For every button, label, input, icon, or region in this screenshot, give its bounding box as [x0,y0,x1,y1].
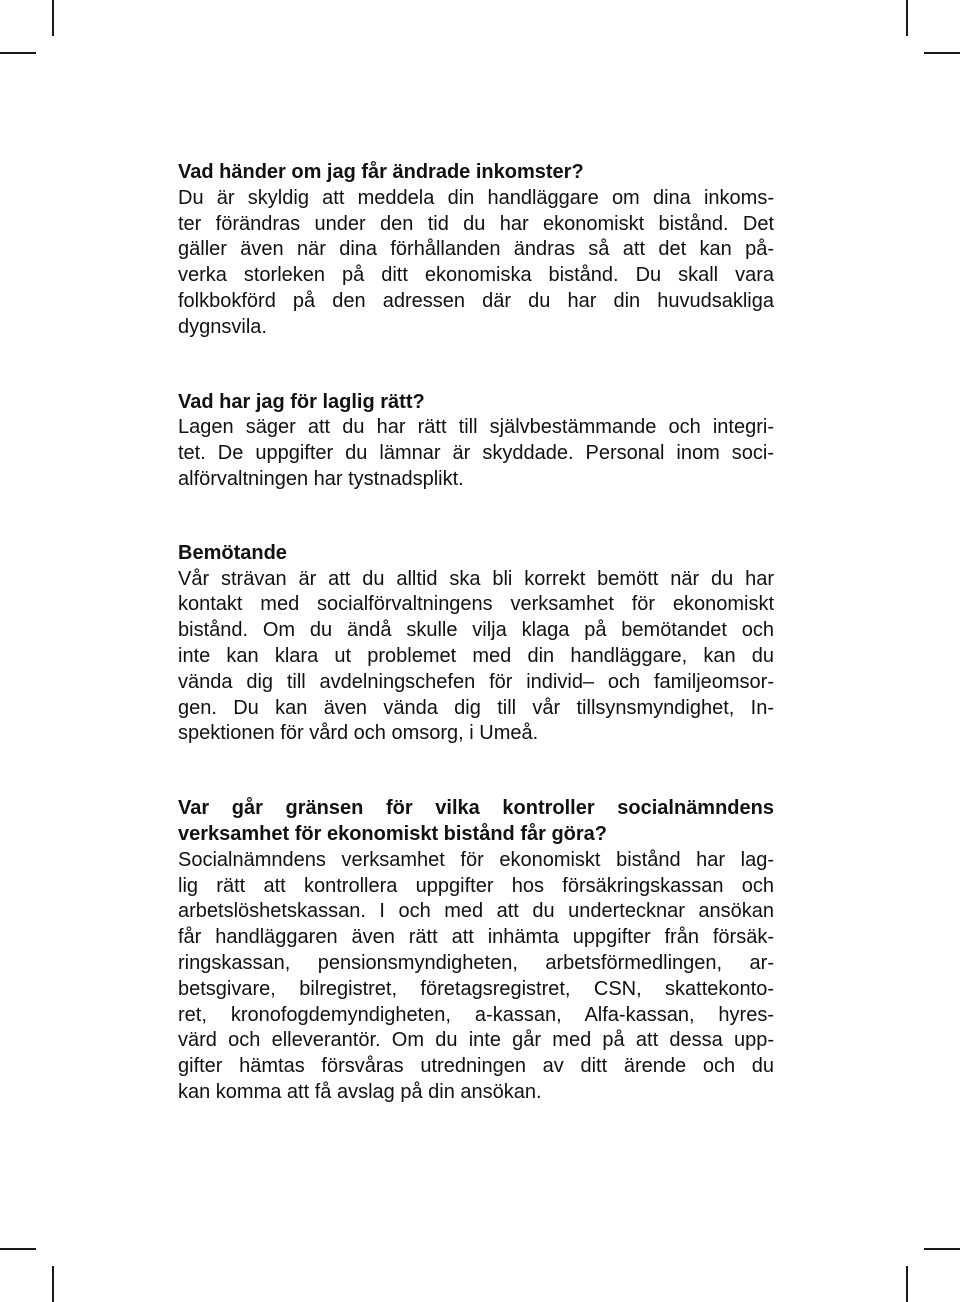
crop-mark-bottom-left-horizontal [0,1248,36,1250]
section-controls [178,796,774,1106]
paragraph-line: alförvaltningen har tystnadsplikt. [178,467,464,490]
section-heading [178,160,774,186]
paragraph-line: Socialnämndens verksamhet för ekonomiskt bistånd har lag- [178,848,774,871]
paragraph-line: ringskassan, pensionsmyndigheten, arbetsförmedlingen, ar- [178,951,774,974]
paragraph-line: ter förändras under den tid du har ekonomiskt bistånd. Det [178,212,774,235]
paragraph-line: gifter hämtas försvåras utredningen av ditt ärende och du [178,1055,774,1078]
section-treatment [178,541,774,747]
paragraph-line: lig rätt att kontrollera uppgifter hos försäkringskassan och [178,874,774,897]
paragraph-line: vända dig till avdelningschefen för individ– och familjeomsor- [178,670,774,693]
crop-mark-bottom-right-vertical [906,1266,908,1302]
section-heading [178,541,774,567]
heading-line: Bemötande [178,541,287,564]
paragraph-line: värd och elleverantör. Om du inte går med på att dessa upp- [178,1029,774,1052]
paragraph-line: inte kan klara ut problemet med din handläggare, kan du [178,644,774,667]
heading-line: Vad händer om jag får ändrade inkomster? [178,161,584,183]
paragraph-line: tet. De uppgifter du lämnar är skyddade. Personal inom soci- [178,442,774,465]
paragraph-line: dygnsvila. [178,315,267,338]
paragraph-line: spektionen för vård och omsorg, i Umeå. [178,722,539,745]
paragraph-line: ret, kronofogdemyndigheten, a-kassan, Alfa-kassan, hyres- [178,1003,774,1026]
section-heading [178,796,774,848]
paragraph-line: gäller även när dina förhållanden ändras så att det kan på- [178,238,774,261]
paragraph-line: Vår strävan är att du alltid ska bli korrekt bemött när du har [178,567,774,590]
crop-mark-top-right-horizontal [924,52,960,54]
crop-mark-top-right-vertical [906,0,908,36]
crop-mark-top-left-horizontal [0,52,36,54]
paragraph-line: Lagen säger att du har rätt till självbestämmande och integri- [178,416,774,439]
section-income-changes [178,160,774,341]
crop-mark-bottom-right-horizontal [924,1248,960,1250]
paragraph-line: betsgivare, bilregistret, företagsregistret, CSN, skattekonto- [178,977,774,1000]
paragraph-line: gen. Du kan även vända dig till vår tillsynsmyndighet, In- [178,696,774,719]
paragraph-line: Du är skyldig att meddela din handläggare om dina inkoms- [178,186,774,209]
crop-mark-bottom-left-vertical [52,1266,54,1302]
paragraph-line: kan komma att få avslag på din ansökan. [178,1080,542,1103]
paragraph-line: verka storleken på ditt ekonomiska bistånd. Du skall vara [178,264,774,287]
paragraph-line: folkbokförd på den adressen där du har din huvudsakliga [178,289,774,312]
paragraph-line: bistånd. Om du ändå skulle vilja klaga på bemötandet och [178,619,774,642]
paragraph-line: får handläggaren även rätt att inhämta uppgifter från försäk- [178,926,774,949]
paragraph-line: arbetslöshetskassan. I och med att du undertecknar ansökan [178,900,774,923]
heading-line: Vad har jag för laglig rätt? [178,390,425,413]
heading-line: Var går gränsen för vilka kontroller socialnämndens [178,797,774,820]
heading-line: verksamhet för ekonomiskt bistånd får göra? [178,822,608,845]
paragraph-line: kontakt med socialförvaltningens verksamhet för ekonomiskt [178,593,774,616]
section-heading [178,390,774,416]
crop-mark-top-left-vertical [52,0,54,36]
document-body [178,160,774,1106]
section-legal-rights [178,390,774,493]
